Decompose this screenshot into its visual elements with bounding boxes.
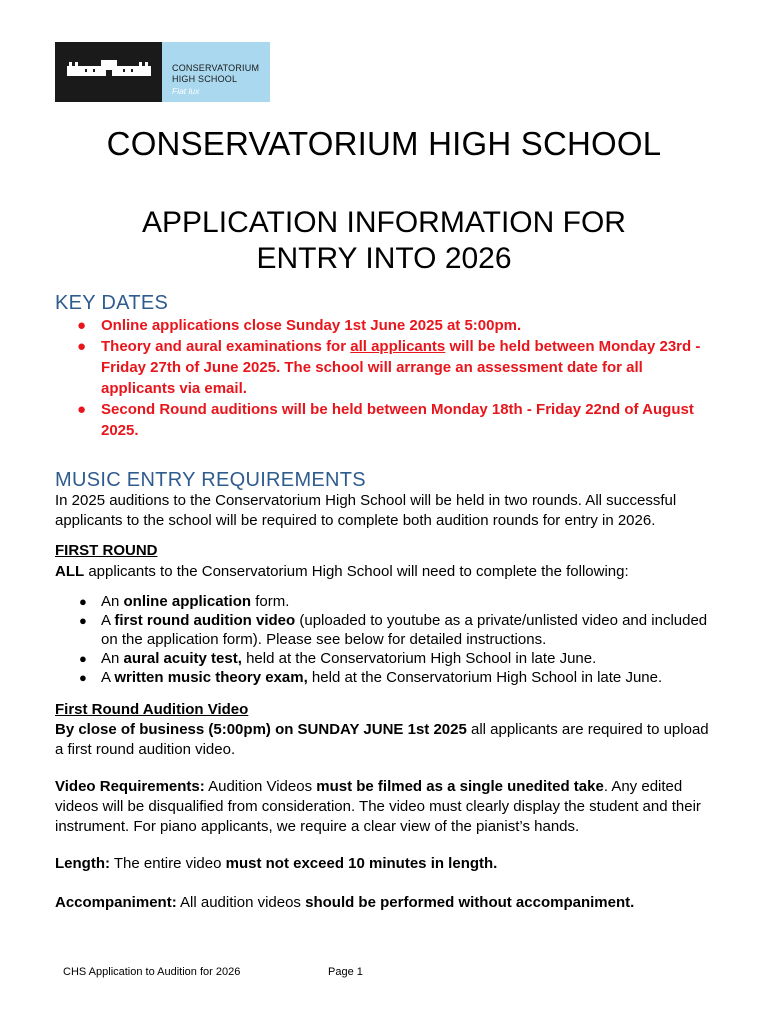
key-dates-heading: KEY DATES bbox=[55, 292, 169, 314]
text-bold: online application bbox=[123, 593, 252, 610]
text: A bbox=[101, 612, 115, 629]
music-heading: MUSIC ENTRY REQUIREMENTS bbox=[55, 469, 366, 491]
logo-wordmark bbox=[162, 42, 270, 102]
logo-line2: HIGH SCHOOL bbox=[172, 74, 238, 84]
text: A bbox=[101, 669, 115, 686]
text: Audition Videos bbox=[204, 778, 317, 795]
text-bold: must not exceed 10 minutes in length. bbox=[225, 855, 498, 872]
len-label: Length: bbox=[55, 855, 110, 872]
text-bold: first round audition video bbox=[114, 612, 296, 629]
key-date-3: Second Round auditions will be held between Monday 18th - Friday 22nd of August 2025. bbox=[101, 401, 694, 439]
text: The entire video bbox=[109, 855, 226, 872]
deadline-rest: all applicants are required to upload a first round audition video. bbox=[55, 721, 709, 758]
footer-title: CHS Application to Audition for 2026 bbox=[63, 966, 241, 978]
page-number: Page 1 bbox=[328, 966, 363, 978]
castle-icon bbox=[67, 60, 151, 80]
video-length bbox=[55, 854, 715, 874]
bullet-icon: ● bbox=[79, 613, 87, 628]
key-dates-list bbox=[55, 315, 715, 441]
first-round-heading: FIRST ROUND bbox=[55, 542, 158, 559]
requirements-list bbox=[55, 592, 715, 687]
text: held at the Conservatorium High School in late June. bbox=[241, 650, 597, 667]
all-bold: ALL bbox=[55, 563, 85, 580]
key-date-1: Online applications close Sunday 1st June 2025 at 5:00pm. bbox=[101, 317, 522, 334]
video-requirements bbox=[55, 777, 715, 837]
subtitle-line2: ENTRY INTO 2026 bbox=[256, 242, 512, 275]
list-item bbox=[55, 399, 715, 441]
video-accompaniment bbox=[55, 893, 715, 913]
text: (uploaded to youtube as a private/unlisted video and included on the application form). Please see below for detailed instructions. bbox=[101, 612, 708, 648]
all-rest: applicants to the Conservatorium High School will need to complete the following: bbox=[84, 563, 629, 580]
list-item bbox=[55, 649, 715, 668]
logo-emblem bbox=[55, 42, 162, 102]
page-title: CONSERVATORIUM HIGH SCHOOL bbox=[106, 125, 662, 162]
text: An bbox=[101, 650, 124, 667]
deadline-bold: By close of business (5:00pm) on SUNDAY JUNE 1st 2025 bbox=[55, 721, 467, 738]
key-date-2a: Theory and aural examinations for bbox=[101, 338, 351, 355]
music-intro: In 2025 auditions to the Conservatorium High School will be held in two rounds. All successful applicants to the school will be required to complete both audition rounds for entry in 2026. bbox=[55, 492, 677, 529]
key-date-2-underlined: all applicants bbox=[350, 338, 446, 355]
list-item bbox=[55, 336, 715, 399]
text: . Any edited videos will be disqualified from consideration. The video must clearly display the student and their instrument. For piano applicants, we require a clear view of the pianist’s hands. bbox=[55, 778, 701, 835]
text: An bbox=[101, 593, 124, 610]
bullet-icon: ● bbox=[77, 317, 87, 334]
text-bold: should be performed without accompaniment. bbox=[305, 894, 635, 911]
bullet-icon: ● bbox=[79, 670, 87, 685]
logo-line1: CONSERVATORIUM bbox=[172, 63, 260, 73]
video-heading: First Round Audition Video bbox=[55, 701, 249, 718]
first-round-intro bbox=[55, 562, 715, 582]
acc-label: Accompaniment: bbox=[55, 894, 177, 911]
page-subtitle bbox=[0, 205, 768, 277]
text: All audition videos bbox=[176, 894, 306, 911]
school-logo bbox=[55, 42, 270, 102]
text-bold: must be filmed as a single unedited take bbox=[316, 778, 604, 795]
text-bold: written music theory exam, bbox=[114, 669, 308, 686]
bullet-icon: ● bbox=[77, 338, 87, 355]
list-item bbox=[55, 315, 715, 336]
bullet-icon: ● bbox=[77, 401, 87, 418]
list-item bbox=[55, 592, 715, 611]
text: form. bbox=[251, 593, 290, 610]
list-item bbox=[55, 668, 715, 687]
list-item bbox=[55, 611, 715, 649]
bullet-icon: ● bbox=[79, 594, 87, 609]
video-deadline bbox=[55, 720, 715, 760]
key-date-2b: will be held between Monday 23rd - Friday 27th of June 2025. The school will arrange an assessment date for all applicants via email. bbox=[101, 338, 701, 397]
text-bold: aural acuity test, bbox=[123, 650, 242, 667]
logo-motto: Fiat lux bbox=[172, 86, 200, 96]
subtitle-line1: APPLICATION INFORMATION FOR bbox=[142, 206, 626, 239]
text: held at the Conservatorium High School in late June. bbox=[307, 669, 663, 686]
bullet-icon: ● bbox=[79, 651, 87, 666]
req-label: Video Requirements: bbox=[55, 778, 205, 795]
